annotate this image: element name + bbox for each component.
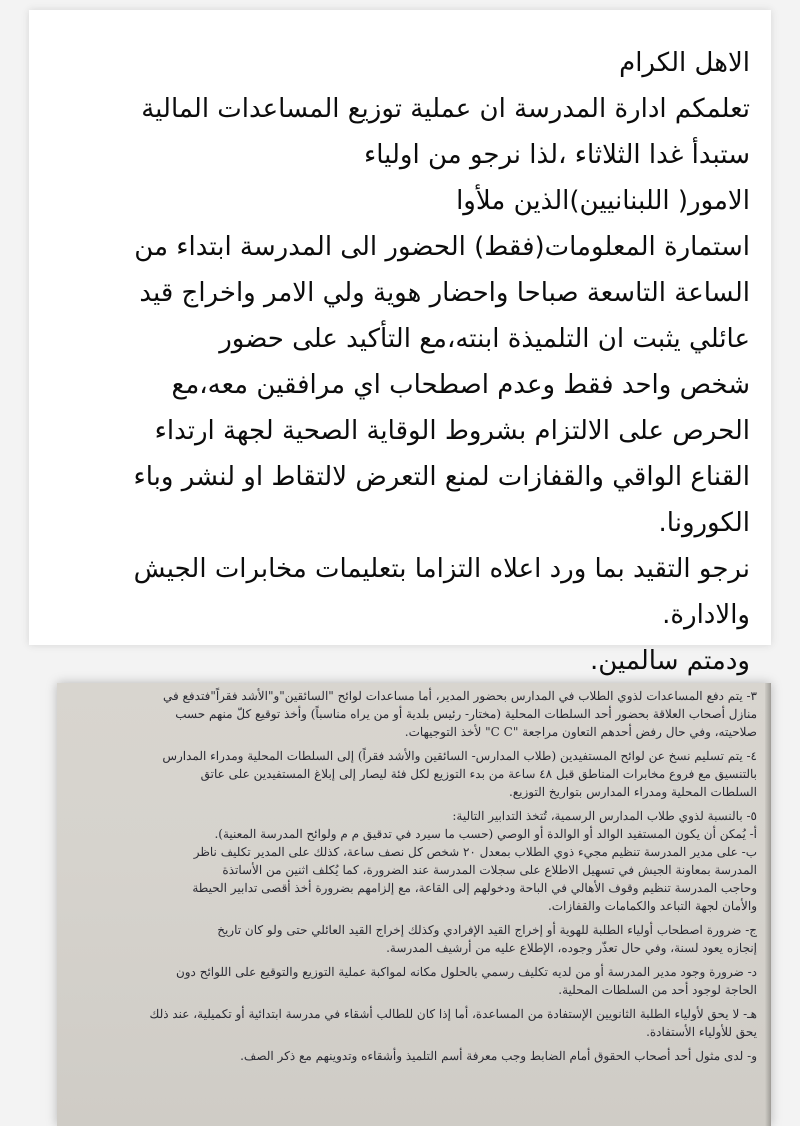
item-5e-line: هـ- لا يحق لأولياء الطلبة الثانويين الإستفادة من المساعدة، أما إذا كان للطالب أشقاء في مدرسة ابتدائية أو تكميلية، عند ذلك [149,1007,757,1021]
message-line: الساعة التاسعة صباحا واحضار هوية ولي الامر واخراج قيد [139,278,750,308]
message-greeting: الاهل الكرام [619,48,750,78]
item-5b-line: المدرسة بمعاونة الجيش في تسهيل الاطلاع على سجلات المدرسة عند الضرورة، كما يُكلف اثنين من الأساتذة [222,863,757,877]
page-edge-shadow [765,683,771,1126]
item-5e-line: يحق للأولياء الأستفادة. [646,1025,757,1039]
item-3-line: منازل أصحاب العلاقة بحضور أحد السلطات المحلية (مختار- رئيس بلدية أو من يراه مناسباً) وأخذ توقيع كلّ منهم حسب [175,707,757,721]
message-line: الكورونا. [658,508,750,538]
message-line: تعلمكم ادارة المدرسة ان عملية توزيع المساعدات المالية [141,94,750,124]
message-line: القناع الواقي والقفازات لمنع التعرض لالتقاط او لنشر وباء [133,462,750,492]
item-5c-line: ج- ضرورة اصطحاب أولياء الطلبة للهوية أو إخراج القيد الإفرادي وكذلك إخراج القيد العائلي حتى ولو كان تاريخ [217,923,757,937]
scanned-text [69,687,757,1065]
item-4-line: ٤- يتم تسليم نسخ عن لوائح المستفيدين (طلاب المدارس- السائقين والأشد فقراً) إلى السلطات المحلية ومدراء المدارس [162,749,757,763]
item-5d-line: الحاجة لوجود أحد من السلطات المحلية. [558,983,757,997]
scanned-document [57,683,771,1126]
item-3-line: صلاحيته، وفي حال رفض أحدهم التعاون مراجعة "C C" لأخذ التوجيهات. [404,725,757,739]
item-4-line: السلطات المحلية ومدراء المدارس بتواريخ التوزيع. [508,785,757,799]
item-5b-line: وحاجب المدرسة تنظيم وقوف الأهالي في الباحة ودخولهم إلى القاعة، مع إلزامهم بضرورة أخذ أقصى تدابير الحيطة [192,881,757,895]
item-5a-line: أ- يُمكن أن يكون المستفيد الوالد أو الوالدة أو الوصي (حسب ما سيرد في تدقيق م م ولوائح المدرسة المعنية). [214,827,757,841]
item-5c-line: إنجازه يعود لسنة، وفي حال تعذّر وجوده، الإطلاع عليه من أرشيف المدرسة. [386,941,757,955]
item-5b-line: والأمان لجهة التباعد والكمامات والقفازات. [547,899,757,913]
message-line: والادارة. [662,600,750,630]
item-4-line: بالتنسيق مع فروع مخابرات المناطق قبل ٤٨ ساعة من بدء التوزيع لكل فئة ليصار إلى إبلاغ المستفيدين على عاتق [200,767,757,781]
message-line: الامور( اللبنانيين)الذين ملأوا [456,186,750,216]
message-closing: ودمتم سالمين. [589,646,750,676]
message-line: استمارة المعلومات(فقط) الحضور الى المدرسة ابتداء من [134,232,750,262]
item-5d-line: د- ضرورة وجود مدير المدرسة أو من لديه تكليف رسمي بالحلول مكانه لمواكبة عملية التوزيع والتوقيع على اللوائح دون [175,965,757,979]
message-line: الحرص على الالتزام بشروط الوقاية الصحية لجهة ارتداء [154,416,750,446]
school-message [50,40,750,684]
message-line: شخص واحد فقط وعدم اصطحاب اي مرافقين معه،مع [171,370,750,400]
item-3-line: ٣- يتم دفع المساعدات لذوي الطلاب في المدارس بحضور المدير، أما مساعدات لوائح "السائقين"و"الأشد فقراً"فتدفع في [162,689,757,703]
item-5b-line: ب- على مدير المدرسة تنظيم مجيء ذوي الطلاب بمعدل ٢٠ شخص كل نصف ساعة، كذلك على المدير تكليف ناظر [193,845,757,859]
message-line: نرجو التقيد بما ورد اعلاه التزاما بتعليمات مخابرات الجيش [133,554,750,584]
message-line: ستبدأ غدا الثلاثاء ،لذا نرجو من اولياء [364,140,750,170]
item-5f-line: و- لدى مثول أحد أصحاب الحقوق أمام الضابط وجب معرفة أسم التلميذ وأشقاءه وتدوينهم مع ذكر الصف. [240,1049,757,1063]
item-5-heading: ٥- بالنسبة لذوي طلاب المدارس الرسمية، تُتخذ التدابير التالية: [452,809,757,823]
message-line: عائلي يثبت ان التلميذة ابنته،مع التأكيد على حضور [219,324,750,354]
